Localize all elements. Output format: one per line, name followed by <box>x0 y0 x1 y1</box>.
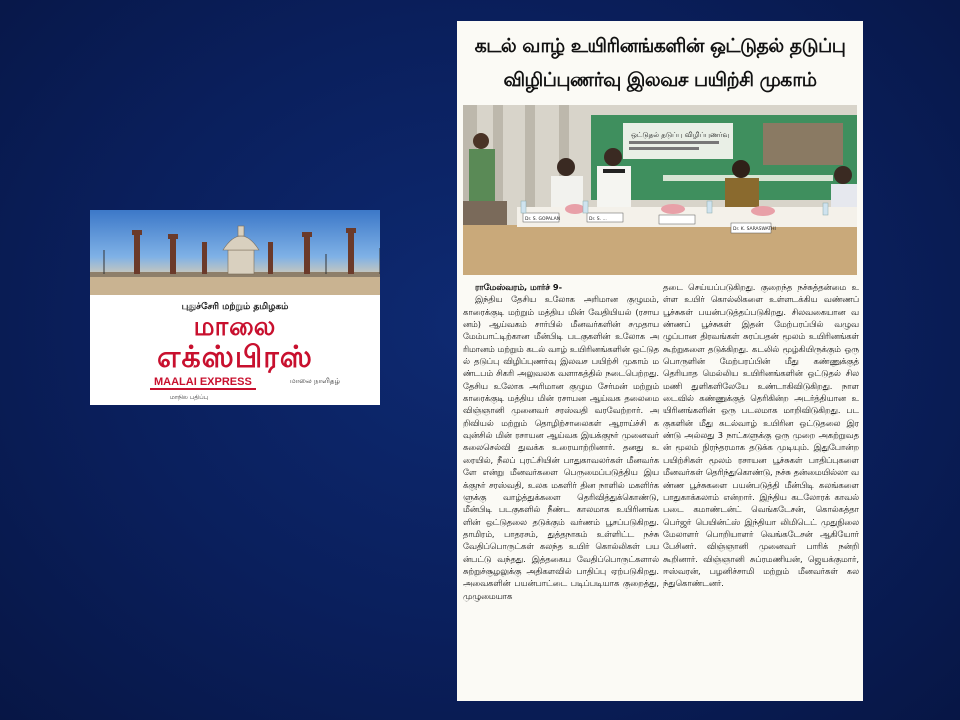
headline-line1: கடல் வாழ் உயிரினங்களின் ஒட்டுதல் தடுப்பு <box>474 35 846 57</box>
nameplate-2: Dr. S. ... <box>589 217 607 222</box>
masthead-footnote: மாநில பதிப்பு <box>170 394 209 401</box>
newspaper-masthead <box>90 210 380 405</box>
masthead-english-title: MAALAI EXPRESS <box>150 376 256 390</box>
event-photo <box>463 105 857 275</box>
masthead-tagline: புதுச்சேரி மற்றும் தமிழகம் <box>181 302 289 312</box>
banner-text: ஒட்டுதல் தடுப்பு விழிப்புணர்வு <box>631 131 730 139</box>
headline-line2: விழிப்புணர்வு இலவச பயிற்சி முகாம் <box>503 69 817 91</box>
nameplate-3: Dr. K. SARASWATHI <box>733 227 776 232</box>
masthead-title-line2: எக்ஸ்பிரஸ் <box>157 340 313 375</box>
masthead-photo <box>90 210 380 295</box>
article-column-2 <box>663 281 859 701</box>
promenade-illustration <box>90 210 380 295</box>
seminar-stage-illustration <box>463 105 857 275</box>
article-body-1: இந்திய தேசிய உலோக அரிமான குழுமம், காரைக்குடி மற்றும் மத்திய மின் வேதியியல் (ரசாயனம்) ஆய்வகம் சார்பில் மீனவர்களின் சமுதாய மேம்பாட்டிற்கான மீன்பிடி படகுகளின் உலோக அரிமானம் மற்றும் கடல் வாழ் உயிரினங்களின் ஒட்டுதல் தடுப்பு விழிப்புணர்வு இலவச பயிற்சி முகாம் மண்டபம் சிகரி அலுவலக வளாகத்தில் நடைபெற்றது. தேசிய உலோக அரிமான குழும சேர்மன் மற்றும் காரைக்குடி மத்திய மின் ரசாயன ஆய்வக தலைமை விஞ்ஞானி முனைவர் சரஸ்வதி வரவேற்றார். அறிவியல் மற்றும் தொழிற்சாலைகள் ஆராய்ச்சி கவுன்சில் மின் ரசாயன ஆய்வக இயக்குநர் முனைவர் கலைசெல்வி துவக்க உரையாற்றினார். தனது உரையில், நீலப் புரட்சியின் பாதுகாவலர்கள் மீனவர்களே என்று மீனவர்களை பெருமைப்படுத்திய இயக்குநர் சரஸ்வதி, உலக மகளிர் தின நாளில் மகளிர்களுக்கு வாழ்த்துக்களை தெரிவித்துக்கொண்டு, மீன்பிடி படகுகளில் நீண்ட காலமாக உயிரினங்களின் ஒட்டுதலை தடுக்கும் வர்ணம் பூசப்படுகிறது. தாமிரம், பாதரசம், துத்தநாகம் உள்ளிட்ட நச்சு வேதிப்பொருட்கள் கலந்த உயிர் கொல்லிகள் பயன்பட்டு வந்தது. இத்தகைய வேதிப்பொருட்களால் சுற்றுச்சூழலுக்கு அதிகளவில் பாதிப்பு ஏற்படுகிறது. அவைகளின் பயன்பாட்டை படிப்படியாக குறைத்து, முழுமையாக <box>463 294 659 601</box>
article-column-1 <box>463 281 659 701</box>
masthead-slogan: மாலை நாளிதழ் <box>290 377 341 385</box>
newspaper-clipping <box>457 21 863 701</box>
article-body-2: தடை செய்யப்படுகிறது. குறைந்த நச்சுத்தன்மை உள்ள உயிர் கொல்லிகளை உள்ளடக்கிய வண்ணப் பூச்சுகள் பயன்படுத்தப்படுகிறது. சிலவகையான வண்ணப் பூச்சுகள் இதன் மேற்பரப்பில் வழுவழுப்பான திரவங்கள் சுரப்பதன் மூலம் உயிரினங்கள் கூற்றுகளை தடுக்கிறது. கடலில் மூழ்கியிருக்கும் ஒரு பொருளின் மேற்பரப்பின் மீது கண்ணுக்குத் தெரியாத மெல்லிய உயிரினங்களின் ஒட்டுதல் சில மணி துளிகளிலேயே உண்டாகிவிடுகிறது. நாளடைவில் கண்ணுக்குத் தெரிகின்ற அடர்த்தியான உயிரினங்களின் ஒரு படலமாக மாறிவிடுகிறது. படகுகளின் மீது கடல்வாழ் உயிரின ஒட்டுதலை இரண்டு அல்லது 3 நாட்களுக்கு ஒரு முறை அகற்றுவதன் மூலம் நிரந்தரமாக தடுக்க முடியும். இதுபோன்ற பயிற்சிகள் மூலம் ரசாயன பூச்சுகள் பாதிப்புகளை மீனவர்கள் தெரிந்துகொண்டு, நச்சு தன்மையில்லா வண்ண பூச்சுகளை பயன்படுத்தி மீன்பிடி கலங்களை பாதுகாக்கலாம் என்றார். இந்திய கடலோரக் காவல் படை கமாண்டன்ட் வெங்கடேசன், கொல்கத்தா பெர்ஜர் பெயின்ட்ஸ் இந்தியா லிமிடெட் முதுநிலை மேலாளர் பொறியாளர் வெங்கடேசன் ஆகியோர் பேசினர். விஞ்ஞானி முனைவர் பாரிக் நன்றி கூறினார். விஞ்ஞானி சுப்ரமணியன், ஜெயக்குமார், ஈஸ்வரன், பழனிச்சாமி மற்றும் மீனவர்கள் கலந்துகொண்டனர். <box>663 282 859 589</box>
article-dateline: ராமேஸ்வரம், மார்ச் 9- <box>475 282 563 292</box>
nameplate-1: Dr. S. GOPALAN <box>525 217 561 222</box>
masthead-title-line1: மாலை <box>193 312 277 342</box>
